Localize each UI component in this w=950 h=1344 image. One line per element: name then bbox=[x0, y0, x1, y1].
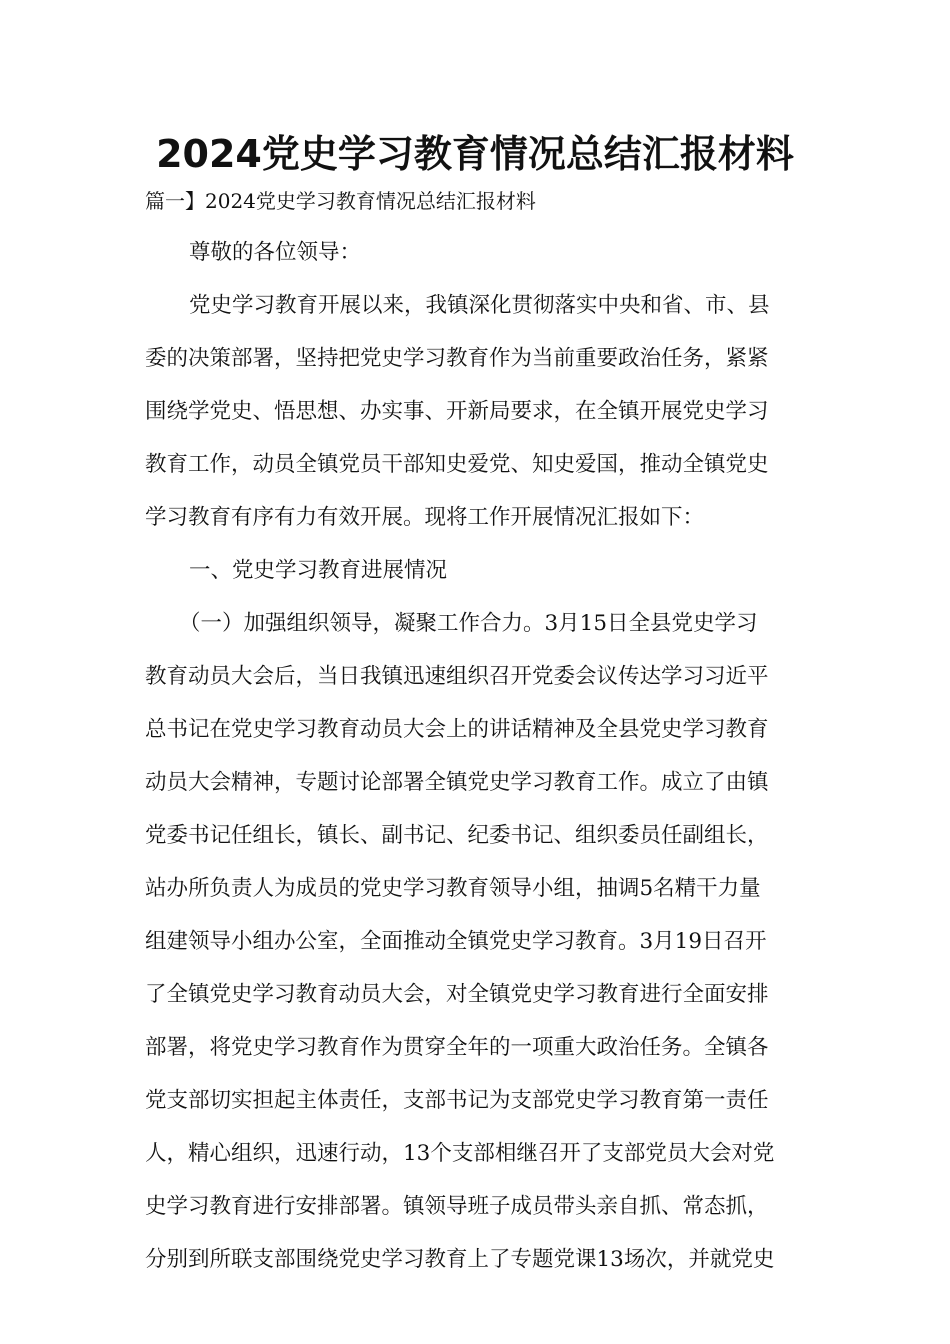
paragraph-line: 史学习教育进行安排部署。镇领导班子成员带头亲自抓、常态抓， bbox=[145, 1194, 769, 1219]
paragraph-line: 组建领导小组办公室，全面推动全镇党史学习教育。3月19日召开 bbox=[145, 929, 767, 954]
salutation-line: 尊敬的各位领导： bbox=[189, 240, 362, 265]
document-title: 2024党史学习教育情况总结汇报材料 bbox=[156, 132, 794, 176]
paragraph-line: 人，精心组织，迅速行动，13个支部相继召开了支部党员大会对党 bbox=[145, 1141, 775, 1166]
paragraph-line: 站办所负责人为成员的党史学习教育领导小组，抽调5名精干力量 bbox=[145, 876, 761, 901]
paragraph-line: 教育动员大会后，当日我镇迅速组织召开党委会议传达学习习近平 bbox=[145, 664, 769, 689]
paragraph-line: 党支部切实担起主体责任，支部书记为支部党史学习教育第一责任 bbox=[145, 1088, 769, 1113]
paragraph-line: 了全镇党史学习教育动员大会，对全镇党史学习教育进行全面安排 bbox=[145, 982, 769, 1007]
paragraph-line: 总书记在党史学习教育动员大会上的讲话精神及全县党史学习教育 bbox=[145, 717, 769, 742]
paragraph-line: 部署，将党史学习教育作为贯穿全年的一项重大政治任务。全镇各 bbox=[145, 1035, 769, 1060]
document-subtitle: 篇一】2024党史学习教育情况总结汇报材料 bbox=[145, 189, 536, 213]
paragraph-line: （一）加强组织领导，凝聚工作合力。3月15日全县党史学习 bbox=[179, 611, 758, 636]
paragraph-line: 党委书记任组长，镇长、副书记、纪委书记、组织委员任副组长， bbox=[145, 823, 769, 848]
section-heading: 一、党史学习教育进展情况 bbox=[189, 558, 448, 583]
paragraph-line: 委的决策部署，坚持把党史学习教育作为当前重要政治任务，紧紧 bbox=[145, 346, 769, 371]
paragraph-line: 围绕学党史、悟思想、办实事、开新局要求，在全镇开展党史学习 bbox=[145, 399, 769, 424]
document-body bbox=[145, 226, 815, 1286]
paragraph-line: 党史学习教育开展以来，我镇深化贯彻落实中央和省、市、县 bbox=[189, 293, 770, 318]
paragraph-line: 动员大会精神，专题讨论部署全镇党史学习教育工作。成立了由镇 bbox=[145, 770, 769, 795]
paragraph-line: 教育工作，动员全镇党员干部知史爱党、知史爱国，推动全镇党史 bbox=[145, 452, 769, 477]
paragraph-line: 分别到所联支部围绕党史学习教育上了专题党课13场次，并就党史 bbox=[145, 1247, 775, 1272]
paragraph-line: 学习教育有序有力有效开展。现将工作开展情况汇报如下： bbox=[145, 505, 705, 530]
